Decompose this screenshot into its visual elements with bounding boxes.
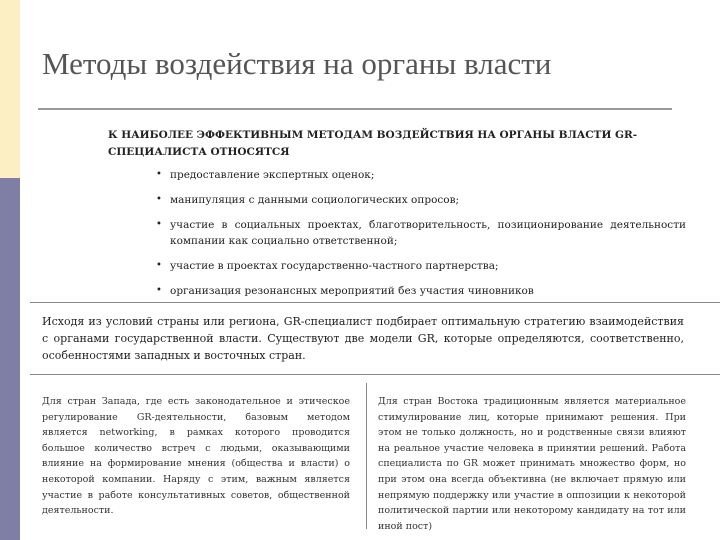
- section-divider-bottom: [30, 374, 720, 375]
- strategy-paragraph: Исходя из условий страны или региона, GR-специалист подбирает оптимальную стратегию взаимодействия с органами государственной власти. Существуют две модели GR, которые определяются, соответственно, особенностями западных и восточных стран.: [42, 315, 684, 362]
- bullet-icon: •: [156, 285, 162, 296]
- list-item-text: участие в проектах государственно-частного партнерства;: [170, 260, 499, 272]
- list-item: [156, 192, 686, 208]
- column-divider: [366, 383, 367, 529]
- bullet-icon: •: [156, 260, 162, 271]
- list-item: [156, 217, 686, 249]
- list-item: [156, 283, 686, 299]
- west-model-text: Для стран Запада, где есть законодательное и этическое регулирование GR-деятельности, базовым методом является networking, в рамках которого проводится большое количество встреч с людьми, оказывающими влияние на формирование мнения (общества и власти) о некоторой компании. Наряду с этим, важным является участие в работе консультативных советов, общественной деятельности.: [42, 396, 350, 517]
- list-item-text: организация резонансных мероприятий без участия чиновников: [170, 285, 534, 297]
- title-underline: [38, 108, 672, 110]
- bullet-icon: •: [156, 169, 162, 180]
- east-model-text: Для стран Востока традиционным является материальное стимулирование лиц, которые принимают решения. При этом не только должность, но и родственные связи влияют на реальное участие человека в принятии решений. Работа специалиста по GR может принимать множество форм, но при этом она всегда объективна (не включает прямую или непрямую поддержку или участие в оппозиции к некоторой политической партии или некоторому кандидату на тот или иной пост): [378, 396, 686, 532]
- methods-list: [156, 167, 686, 308]
- lead-heading: К НАИБОЛЕЕ ЭФФЕКТИВНЫМ МЕТОДАМ ВОЗДЕЙСТВИЯ НА ОРГАНЫ ВЛАСТИ GR-СПЕЦИАЛИСТА ОТНОСЯТСЯ: [108, 129, 638, 158]
- left-accent-bar: [0, 0, 20, 540]
- list-item-text: предоставление экспертных оценок;: [170, 169, 375, 181]
- slide-title: Методы воздействия на органы власти: [42, 46, 552, 81]
- bullet-icon: •: [156, 219, 162, 230]
- list-item-text: участие в социальных проектах, благотворительность, позиционирование деятельности компании как социально ответственной;: [170, 219, 686, 247]
- left-bar-bottom-segment: [0, 178, 20, 540]
- list-item: [156, 167, 686, 183]
- section-divider-top: [30, 302, 720, 303]
- list-item: [156, 258, 686, 274]
- left-bar-top-segment: [0, 0, 20, 178]
- list-item-text: манипуляция с данными социологических опросов;: [170, 194, 460, 206]
- bullet-icon: •: [156, 194, 162, 205]
